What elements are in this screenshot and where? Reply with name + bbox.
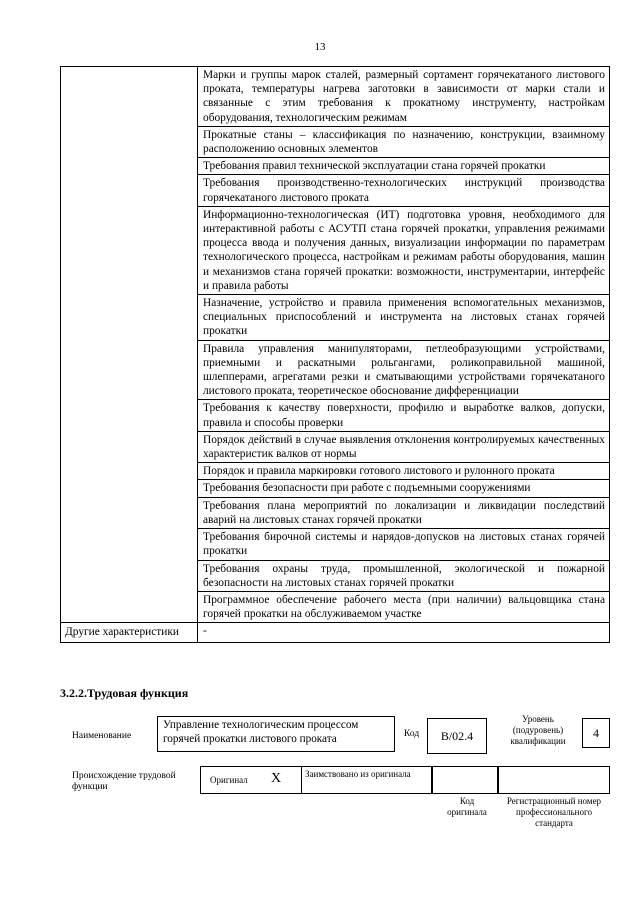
page-number: 13 <box>314 41 326 53</box>
other-value: - <box>198 623 610 642</box>
original-mark: Х <box>271 771 282 786</box>
function-name-box: Управление технологическим процессом горячей прокатки листового проката <box>157 716 395 752</box>
borrowed-cell <box>301 766 432 794</box>
other-label: Другие характеристики <box>61 623 198 642</box>
orig-code-cell <box>432 766 498 794</box>
reg-number-caption: Регистрационный номер профессионального стандарта <box>506 796 602 828</box>
requirements-table <box>60 66 610 643</box>
code-box: В/02.4 <box>427 718 487 754</box>
requirement-text: Требования плана мероприятий по локализации и ликвидации последствий аварий на листовых станах горячей прокатки <box>198 497 610 528</box>
requirement-text: Правила управления манипуляторами, петлеобразующими устройствами, приемными и раскатными рольгангами, роликоправильной машиной, шлепперами, агрегатами резки и сматывающими устройствами горячекатаного листового проката, теоретическое обоснование дифференциации <box>198 340 610 400</box>
requirement-row <box>61 67 610 127</box>
requirement-text: Требования бирочной системы и нарядов-допусков на листовых станах горячей прокатки <box>198 529 610 560</box>
requirement-text: Марки и группы марок сталей, размерный сортамент горячекатаного листового проката, температуры нагрева заготовки в зависимости от марки стали и связанные с этим требования к прокатному инструменту, настройкам оборудования, технологическим режимам <box>198 67 610 127</box>
reg-number-cell <box>498 766 610 794</box>
other-row <box>61 623 610 642</box>
name-label: Наименование <box>72 731 132 741</box>
requirement-text: Назначение, устройство и правила применения вспомогательных механизмов, специальных приспособлений и инструмента на листовых станах горячей прокатки <box>198 295 610 341</box>
level-box: 4 <box>582 718 610 748</box>
requirement-text: Требования безопасности при работе с подъемными сооружениями <box>198 480 610 497</box>
requirement-text: Требования охраны труда, промышленной, экологической и пожарной безопасности на листовых станах горячей прокатки <box>198 560 610 591</box>
orig-code-caption: Код оригинала <box>447 796 487 817</box>
requirement-text: Требования правил технической эксплуатации стана горячей прокатки <box>198 158 610 175</box>
requirement-text: Информационно-технологическая (ИТ) подготовка уровня, необходимого для интерактивной работы с АСУТП стана горячей прокатки, управления режимами процесса ввода и получения данных, визуализации информации по параметрам технологического процесса, настройкам и режимам работы оборудования, машин и механизмов стана горячей прокатки: возможности, инструментарии, интерфейс и правила работы <box>198 206 610 294</box>
original-label: Оригинал <box>210 775 248 785</box>
origin-label: Происхождение трудовой функции <box>72 771 176 792</box>
borrowed-label: Заимствовано из оригинала <box>305 769 411 779</box>
requirement-text: Программное обеспечение рабочего места (при наличии) вальцовщика стана горячей прокатки на обслуживаемом участке <box>198 591 610 622</box>
level-label: Уровень (подуровень) квалификации <box>510 714 566 746</box>
requirements-label-cell <box>61 67 198 623</box>
requirement-text: Порядок и правила маркировки готового листового и рулонного проката <box>198 463 610 480</box>
requirement-text: Порядок действий в случае выявления отклонения контролируемых качественных характеристик валков от нормы <box>198 431 610 462</box>
requirement-text: Требования к качеству поверхности, профилю и выработке валков, допуски, правила и способы проверки <box>198 400 610 431</box>
requirement-text: Прокатные станы – классификация по назначению, конструкции, взаимному расположению основных элементов <box>198 126 610 157</box>
section-title: 3.2.2.Трудовая функция <box>60 686 189 700</box>
code-label: Код <box>404 729 420 739</box>
requirement-text: Требования производственно-технологических инструкций производства горячекатаного листового проката <box>198 175 610 206</box>
original-cell <box>200 766 302 794</box>
